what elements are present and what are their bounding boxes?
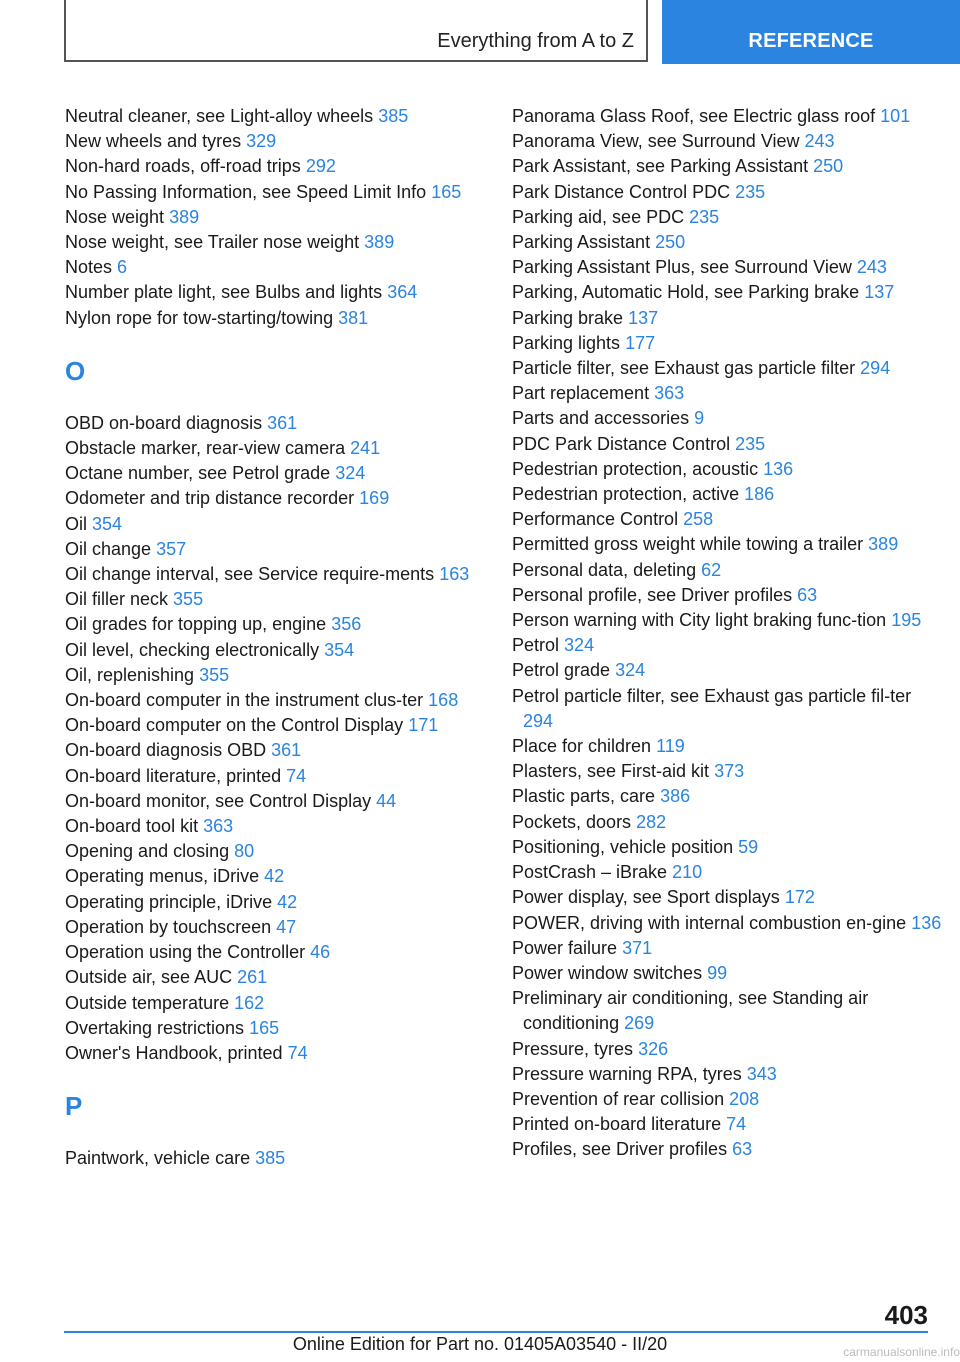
index-entry-text: Parking brake bbox=[512, 307, 624, 328]
index-entry bbox=[65, 839, 480, 864]
index-page-link[interactable]: 136 bbox=[911, 912, 942, 933]
index-entry bbox=[512, 911, 942, 936]
index-entry bbox=[512, 684, 942, 734]
index-entry-text: Plastic parts, care bbox=[512, 786, 656, 807]
index-entry bbox=[65, 915, 480, 940]
index-entry-text: Oil change bbox=[65, 538, 152, 559]
index-entry-text: On-board computer in the instrument clus-ter bbox=[65, 690, 424, 711]
index-page-link[interactable]: 250 bbox=[655, 232, 686, 253]
index-entry-text: On-board literature, printed bbox=[65, 765, 282, 786]
index-entry bbox=[512, 961, 942, 986]
index-page-link[interactable]: 356 bbox=[331, 614, 362, 635]
index-page-link[interactable]: 363 bbox=[654, 383, 685, 404]
index-entry bbox=[65, 1016, 480, 1041]
index-entry-text: New wheels and tyres bbox=[65, 131, 242, 152]
index-page-link[interactable]: 177 bbox=[625, 332, 656, 353]
index-entry-text: Printed on-board literature bbox=[512, 1114, 722, 1135]
index-entry-text: Obstacle marker, rear-view camera bbox=[65, 438, 346, 459]
index-entry bbox=[512, 1087, 942, 1112]
index-entry-text: On-board diagnosis OBD bbox=[65, 740, 267, 761]
index-entry bbox=[65, 965, 480, 990]
index-entry bbox=[512, 180, 942, 205]
index-entry-text: Power window switches bbox=[512, 962, 703, 983]
index-entry-text: Parking aid, see PDC bbox=[512, 206, 685, 227]
index-page-link[interactable]: 385 bbox=[255, 1148, 286, 1169]
index-entry-text: Positioning, vehicle position bbox=[512, 836, 734, 857]
index-entry bbox=[512, 406, 942, 431]
footer-rule bbox=[64, 1331, 928, 1333]
index-entry-text: Operation using the Controller bbox=[65, 942, 306, 963]
index-entry bbox=[65, 180, 480, 205]
index-entry-text: Outside temperature bbox=[65, 992, 230, 1013]
index-entry bbox=[65, 1041, 480, 1066]
index-entry bbox=[512, 1112, 942, 1137]
index-page-link[interactable]: 42 bbox=[277, 891, 298, 912]
index-entry-text: Pressure warning RPA, tyres bbox=[512, 1063, 742, 1084]
index-entry-text: Number plate light, see Bulbs and lights bbox=[65, 282, 383, 303]
index-entry-text: Particle filter, see Exhaust gas particle filter bbox=[512, 358, 856, 379]
index-entry bbox=[512, 154, 942, 179]
index-page-link[interactable]: 47 bbox=[276, 916, 297, 937]
index-page-link[interactable]: 292 bbox=[305, 156, 336, 177]
index-entry-text: Preliminary air conditioning, see Standing air conditioning bbox=[512, 988, 869, 1034]
index-entry-text: Power failure bbox=[512, 937, 618, 958]
index-entry bbox=[65, 991, 480, 1016]
index-page-link[interactable]: 235 bbox=[689, 206, 720, 227]
index-entry bbox=[65, 461, 480, 486]
index-page-link[interactable]: 63 bbox=[797, 584, 818, 605]
index-entry-text: Petrol grade bbox=[512, 660, 611, 681]
index-entry bbox=[512, 381, 942, 406]
index-page-link[interactable]: 137 bbox=[864, 282, 895, 303]
index-entry bbox=[512, 784, 942, 809]
index-entry-text: Oil bbox=[65, 513, 87, 534]
index-page-link[interactable]: 163 bbox=[439, 564, 470, 585]
index-entry-text: Pedestrian protection, active bbox=[512, 484, 740, 505]
index-page-link[interactable]: 389 bbox=[868, 534, 899, 555]
index-entry bbox=[512, 280, 942, 305]
index-entry bbox=[65, 562, 480, 587]
index-page-link[interactable]: 44 bbox=[376, 790, 397, 811]
index-page-link[interactable]: 354 bbox=[92, 513, 123, 534]
index-entry bbox=[512, 457, 942, 482]
index-entry-text: Odometer and trip distance recorder bbox=[65, 488, 355, 509]
index-entry bbox=[512, 507, 942, 532]
index-entry bbox=[65, 104, 480, 129]
index-entry bbox=[512, 608, 942, 633]
index-entry-text: OBD on-board diagnosis bbox=[65, 412, 263, 433]
index-entry bbox=[65, 612, 480, 637]
index-page-link[interactable]: 363 bbox=[203, 816, 234, 837]
watermark: carmanualsonline.info bbox=[843, 1345, 960, 1359]
index-entry bbox=[65, 436, 480, 461]
index-entry bbox=[65, 688, 480, 713]
index-page-link[interactable]: 42 bbox=[264, 866, 285, 887]
index-entry-text: On-board monitor, see Control Display bbox=[65, 790, 372, 811]
index-entry-text: PostCrash – iBrake bbox=[512, 862, 668, 883]
index-entry-text: Paintwork, vehicle care bbox=[65, 1148, 251, 1169]
index-page-link[interactable]: 294 bbox=[523, 710, 554, 731]
index-entry bbox=[65, 940, 480, 965]
index-page-link[interactable]: 137 bbox=[628, 307, 659, 328]
index-entry-text: Parking Assistant Plus, see Surround View bbox=[512, 257, 852, 278]
index-entry-text: Operating principle, iDrive bbox=[65, 891, 273, 912]
index-entry bbox=[512, 810, 942, 835]
index-entry bbox=[512, 558, 942, 583]
index-page-link[interactable]: 59 bbox=[738, 836, 759, 857]
index-entry-text: Operation by touchscreen bbox=[65, 916, 272, 937]
index-page-link[interactable]: 74 bbox=[726, 1114, 747, 1135]
index-entry-text: Oil change interval, see Service require-ments bbox=[65, 564, 435, 585]
index-entry-text: Nylon rope for tow-starting/towing bbox=[65, 307, 334, 328]
index-entry-text: Pressure, tyres bbox=[512, 1038, 634, 1059]
index-page-link[interactable]: 389 bbox=[169, 206, 200, 227]
index-entry-text: Nose weight bbox=[65, 206, 165, 227]
index-entry-text: Parking lights bbox=[512, 332, 621, 353]
index-page-link[interactable]: 373 bbox=[714, 761, 745, 782]
index-page-link[interactable]: 354 bbox=[324, 639, 355, 660]
index-entry-text: Octane number, see Petrol grade bbox=[65, 463, 331, 484]
index-entry bbox=[65, 255, 480, 280]
index-entry-text: Oil filler neck bbox=[65, 589, 169, 610]
index-page-link[interactable]: 381 bbox=[338, 307, 369, 328]
index-page-link[interactable]: 258 bbox=[683, 509, 714, 530]
index-page-link[interactable]: 136 bbox=[763, 458, 794, 479]
index-page-link[interactable]: 361 bbox=[271, 740, 302, 761]
index-entry-text: Oil, replenishing bbox=[65, 664, 195, 685]
index-entry bbox=[512, 1062, 942, 1087]
index-entry-text: Park Distance Control PDC bbox=[512, 181, 731, 202]
index-entry-text: Permitted gross weight while towing a trailer bbox=[512, 534, 864, 555]
index-page-link[interactable]: 324 bbox=[615, 660, 646, 681]
index-entry-text: Owner's Handbook, printed bbox=[65, 1042, 283, 1063]
index-page-link[interactable]: 162 bbox=[234, 992, 265, 1013]
index-entry-text: Parts and accessories bbox=[512, 408, 690, 429]
index-page-link[interactable]: 361 bbox=[267, 412, 298, 433]
index-page-link[interactable]: 235 bbox=[735, 433, 766, 454]
index-entry bbox=[512, 205, 942, 230]
index-page-link[interactable]: 168 bbox=[428, 690, 459, 711]
index-entry-text: Panorama View, see Surround View bbox=[512, 131, 800, 152]
index-entry-text: Park Assistant, see Parking Assistant bbox=[512, 156, 809, 177]
index-page-link[interactable]: 101 bbox=[880, 106, 911, 126]
index-entry bbox=[512, 482, 942, 507]
index-entry bbox=[65, 814, 480, 839]
index-page-link[interactable]: 172 bbox=[784, 887, 815, 908]
index-page-link[interactable]: 324 bbox=[564, 635, 595, 656]
index-page-link[interactable]: 250 bbox=[813, 156, 844, 177]
index-entry-text: On-board computer on the Control Display bbox=[65, 715, 404, 736]
index-entry bbox=[65, 154, 480, 179]
index-entry-text: Operating menus, iDrive bbox=[65, 866, 260, 887]
index-entry bbox=[65, 738, 480, 763]
index-page-link[interactable]: 269 bbox=[624, 1013, 655, 1034]
index-page-link[interactable]: 343 bbox=[746, 1063, 777, 1084]
index-entry bbox=[65, 1146, 480, 1171]
index-entry-text: Panorama Glass Roof, see Electric glass roof bbox=[512, 106, 876, 126]
index-entry-text: Petrol particle filter, see Exhaust gas particle fil-ter bbox=[512, 685, 912, 706]
index-column-left bbox=[65, 104, 480, 1171]
index-entry-text: Place for children bbox=[512, 736, 652, 757]
index-entry bbox=[512, 306, 942, 331]
index-entry-text: Pockets, doors bbox=[512, 811, 632, 832]
index-entry bbox=[512, 860, 942, 885]
index-entry-text: Person warning with City light braking func-tion bbox=[512, 610, 887, 631]
index-entry bbox=[512, 936, 942, 961]
index-entry bbox=[65, 587, 480, 612]
index-page-link[interactable]: 355 bbox=[199, 664, 230, 685]
index-page-link[interactable]: 165 bbox=[249, 1017, 280, 1038]
index-page-link[interactable]: 46 bbox=[310, 942, 331, 963]
index-section-letter: O bbox=[65, 355, 86, 386]
index-page-link[interactable]: 364 bbox=[387, 282, 418, 303]
index-page-link[interactable]: 171 bbox=[408, 715, 439, 736]
footer-edition: Online Edition for Part no. 01405A03540 - II/20 bbox=[292, 1334, 668, 1354]
index-entry-text: Overtaking restrictions bbox=[65, 1017, 245, 1038]
index-entry bbox=[65, 230, 480, 255]
index-page-link[interactable]: 80 bbox=[234, 841, 255, 862]
index-entry bbox=[512, 759, 942, 784]
index-entry bbox=[512, 356, 942, 381]
index-page-link[interactable]: 195 bbox=[891, 610, 922, 631]
index-entry bbox=[512, 583, 942, 608]
index-entry bbox=[65, 663, 480, 688]
index-entry-text: Non-hard roads, off-road trips bbox=[65, 156, 301, 177]
index-page-link[interactable]: 210 bbox=[672, 862, 703, 883]
index-entry bbox=[65, 764, 480, 789]
index-page-link[interactable]: 74 bbox=[286, 765, 307, 786]
index-page-link[interactable]: 326 bbox=[638, 1038, 669, 1059]
index-column-right bbox=[512, 104, 942, 1163]
header-frame bbox=[64, 0, 648, 62]
index-page-link[interactable]: 99 bbox=[707, 962, 728, 983]
index-entry-text: POWER, driving with internal combustion en-gine bbox=[512, 912, 907, 933]
index-entry bbox=[512, 255, 942, 280]
index-entry bbox=[65, 306, 480, 331]
index-page-link[interactable]: 235 bbox=[735, 181, 766, 202]
index-entry bbox=[512, 432, 942, 457]
index-page-link[interactable]: 169 bbox=[359, 488, 390, 509]
index-page-link[interactable]: 294 bbox=[860, 358, 891, 379]
index-entry-text: Oil grades for topping up, engine bbox=[65, 614, 327, 635]
index-entry bbox=[65, 537, 480, 562]
index-entry-text: On-board tool kit bbox=[65, 816, 199, 837]
index-entry-text: Neutral cleaner, see Light-alloy wheels bbox=[65, 106, 374, 126]
index-entry bbox=[512, 104, 942, 129]
index-page-link[interactable]: 329 bbox=[246, 131, 277, 152]
index-entry bbox=[512, 532, 942, 557]
index-entry-text: Personal profile, see Driver profiles bbox=[512, 584, 793, 605]
index-page-link[interactable]: 241 bbox=[350, 438, 381, 459]
index-page-link[interactable]: 371 bbox=[622, 937, 653, 958]
index-entry bbox=[512, 1037, 942, 1062]
index-page-link[interactable]: 324 bbox=[335, 463, 366, 484]
index-entry bbox=[512, 1137, 942, 1162]
index-entry bbox=[65, 638, 480, 663]
index-page-link[interactable]: 243 bbox=[856, 257, 887, 278]
index-entry-text: Opening and closing bbox=[65, 841, 230, 862]
index-page-link[interactable]: 357 bbox=[156, 538, 187, 559]
index-entry-text: Parking Assistant bbox=[512, 232, 651, 253]
index-entry bbox=[512, 734, 942, 759]
index-page-link[interactable]: 186 bbox=[744, 484, 775, 505]
index-entry bbox=[65, 864, 480, 889]
index-page-link[interactable]: 389 bbox=[364, 232, 395, 253]
header-title: Everything from A to Z bbox=[437, 30, 634, 52]
index-entry bbox=[65, 411, 480, 436]
index-entry-text: Outside air, see AUC bbox=[65, 967, 233, 988]
index-entry-text: Petrol bbox=[512, 635, 560, 656]
index-page-link[interactable]: 63 bbox=[732, 1139, 753, 1160]
index-entry-text: Performance Control bbox=[512, 509, 679, 530]
index-entry bbox=[65, 789, 480, 814]
index-entry-text: PDC Park Distance Control bbox=[512, 433, 731, 454]
index-entry bbox=[512, 658, 942, 683]
index-entry bbox=[65, 890, 480, 915]
index-entry-text: Nose weight, see Trailer nose weight bbox=[65, 232, 360, 253]
index-entry bbox=[65, 129, 480, 154]
index-entry-text: Prevention of rear collision bbox=[512, 1088, 725, 1109]
index-entry bbox=[512, 331, 942, 356]
index-entry-text: Pedestrian protection, acoustic bbox=[512, 458, 759, 479]
page-number: 403 bbox=[884, 1300, 928, 1330]
index-page-link[interactable]: 355 bbox=[173, 589, 204, 610]
index-page-link[interactable]: 165 bbox=[431, 181, 462, 202]
index-page-link[interactable]: 385 bbox=[378, 106, 409, 126]
index-page-link[interactable]: 9 bbox=[694, 408, 705, 429]
index-entry-text: Oil level, checking electronically bbox=[65, 639, 320, 660]
index-page-link[interactable]: 282 bbox=[636, 811, 667, 832]
index-page-link[interactable]: 243 bbox=[804, 131, 835, 152]
index-entry bbox=[65, 713, 480, 738]
index-page-link[interactable]: 208 bbox=[729, 1088, 760, 1109]
index-entry bbox=[512, 633, 942, 658]
index-entry bbox=[512, 129, 942, 154]
index-entry-text: Part replacement bbox=[512, 383, 650, 404]
index-entry-text: Plasters, see First-aid kit bbox=[512, 761, 710, 782]
index-entry-text: Personal data, deleting bbox=[512, 559, 697, 580]
index-entry bbox=[512, 986, 942, 1036]
index-page-link[interactable]: 386 bbox=[660, 786, 691, 807]
index-entry-text: Parking, Automatic Hold, see Parking brake bbox=[512, 282, 860, 303]
section-tab[interactable]: REFERENCE bbox=[662, 0, 960, 64]
index-page-link[interactable]: 62 bbox=[701, 559, 722, 580]
index-entry-text: No Passing Information, see Speed Limit Info bbox=[65, 181, 427, 202]
index-entry-text: Power display, see Sport displays bbox=[512, 887, 780, 908]
index-page-link[interactable]: 261 bbox=[237, 967, 268, 988]
index-page-link[interactable]: 119 bbox=[656, 736, 685, 757]
index-entry bbox=[512, 885, 942, 910]
index-entry bbox=[65, 512, 480, 537]
index-entry-text: Notes bbox=[65, 257, 113, 278]
index-entry bbox=[65, 280, 480, 305]
index-entry bbox=[65, 486, 480, 511]
index-page-link[interactable]: 6 bbox=[117, 257, 128, 278]
index-section-letter: P bbox=[65, 1091, 83, 1122]
index-entry bbox=[65, 205, 480, 230]
index-page-link[interactable]: 74 bbox=[287, 1042, 308, 1063]
index-entry bbox=[512, 835, 942, 860]
index-entry bbox=[512, 230, 942, 255]
index-entry-text: Profiles, see Driver profiles bbox=[512, 1139, 728, 1160]
